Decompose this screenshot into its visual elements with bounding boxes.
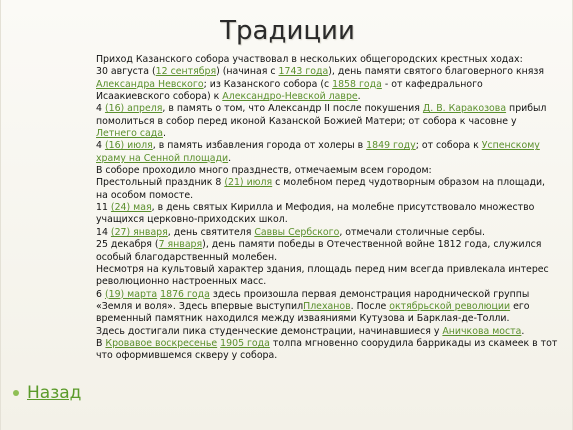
paragraph [96,177,558,202]
text-run: , в память избавления города от холеры в [152,140,367,152]
text-link[interactable]: 1905 года [220,337,270,349]
text-link[interactable]: (21) июля [224,177,273,189]
text-run: 4 [96,103,105,115]
text-link[interactable]: 7 января [158,239,203,251]
text-run: 14 [96,226,111,238]
text-run: 11 [96,202,111,214]
text-run: ; из Казанского собора (с [203,78,333,90]
paragraph [96,140,558,165]
text-run: . [228,152,232,164]
text-run: , в память о том, что Александр II после покушения [162,103,423,115]
text-run: . [521,325,525,337]
text-run: , отмечали столичные сербы. [339,226,485,238]
text-link[interactable]: (19) марта [104,288,158,300]
text-link[interactable]: (16) июля [104,140,153,152]
back-link[interactable]: Назад [27,383,82,403]
text-link[interactable]: Успенскому храму на Сенной площади [96,140,540,164]
paragraph [96,264,558,289]
text-link[interactable]: 12 сентября [155,66,217,78]
paragraph [96,66,558,103]
paragraph [96,227,558,239]
paragraph [96,165,558,177]
text-run: Престольный праздник 8 [96,177,225,189]
text-link[interactable]: 1849 году [366,140,416,152]
text-link[interactable]: 1876 года [160,288,210,300]
body-text [96,54,558,363]
text-link[interactable]: 1858 года [332,78,382,90]
text-run: его временный памятник находился между изваяниями Кутузова и Барклая-де-Толли. [96,300,530,325]
text-run: ), день памяти святого благоверного князя [328,66,545,78]
text-run: . [357,91,361,103]
text-run: 25 декабря ( [96,239,159,251]
paragraph [96,103,558,140]
text-link[interactable]: (27) января [110,226,168,238]
text-run: Приход Казанского собора участвовал в нескольких общегородских крестных ходах: [96,54,523,65]
text-run: 30 августа ( [96,66,156,78]
text-link[interactable]: Д. В. Каракозова [422,103,507,115]
text-run: Здесь достигали пика студенческие демонстрации, начинавшиеся у [96,325,443,337]
text-link[interactable]: Плеханов [303,300,351,312]
text-run: здесь произошла первая демонстрация народнической группы «Земля и воля». Здесь впервые выступил [96,288,530,312]
text-run: ; от собора к [415,140,482,152]
text-link[interactable]: Саввы Сербского [254,226,340,238]
text-run: В соборе проходило много празднеств, отмечаемым всем городом: [96,165,432,177]
text-run: - от кафедрального Исаакиевского собора) к [96,78,483,103]
text-run: с молебном перед чудотворным образом на площади, на особом помосте. [96,177,546,201]
text-link[interactable]: Летнего сада [96,128,163,140]
back-nav[interactable] [13,383,81,403]
text-link[interactable]: октябрьской революции [389,300,511,312]
text-run: В [96,337,106,349]
text-run: прибыл помолиться в собор перед иконой Казанской Божией Матери; от собора к часовне у [96,103,547,127]
paragraph [96,202,558,227]
text-link[interactable]: Александра Невского [96,78,204,90]
text-link[interactable]: Аничкова моста [442,325,522,337]
paragraph [96,54,558,66]
text-run: . [162,128,166,140]
text-run: , день святителя [167,226,255,238]
text-link[interactable]: Кровавое воскресенье [105,337,218,349]
text-run: 6 [96,288,105,300]
page-title: Традиции [220,16,355,46]
text-link[interactable]: 1743 года [278,66,329,78]
text-link[interactable]: (16) апреля [104,103,163,115]
text-run: ), день памяти победы в Отечественной войне 1812 года, служился особый благодарственный молебен. [96,239,542,263]
paragraph [96,338,558,363]
text-run: , в день святых Кирилла и Мефодия, на молебне присутствовало множество учащихся церковно-приходских школ. [96,202,535,226]
paragraph [96,289,558,326]
paragraph [96,239,558,264]
bullet-icon [13,390,19,396]
text-link[interactable]: (24) мая [110,202,152,214]
text-run: . После [350,300,390,312]
text-link[interactable]: Александро-Невской лавре [222,91,358,103]
text-run: Несмотря на культовый характер здания, площадь перед ним всегда привлекала интерес революционно настроенных масс. [96,263,549,288]
text-run: ) (начиная с [216,66,279,78]
text-run: толпа мгновенно соорудила баррикады из скамеек в тот что оформившемся скверу у собора. [96,337,558,362]
paragraph [96,326,558,338]
text-run: 4 [96,140,105,152]
